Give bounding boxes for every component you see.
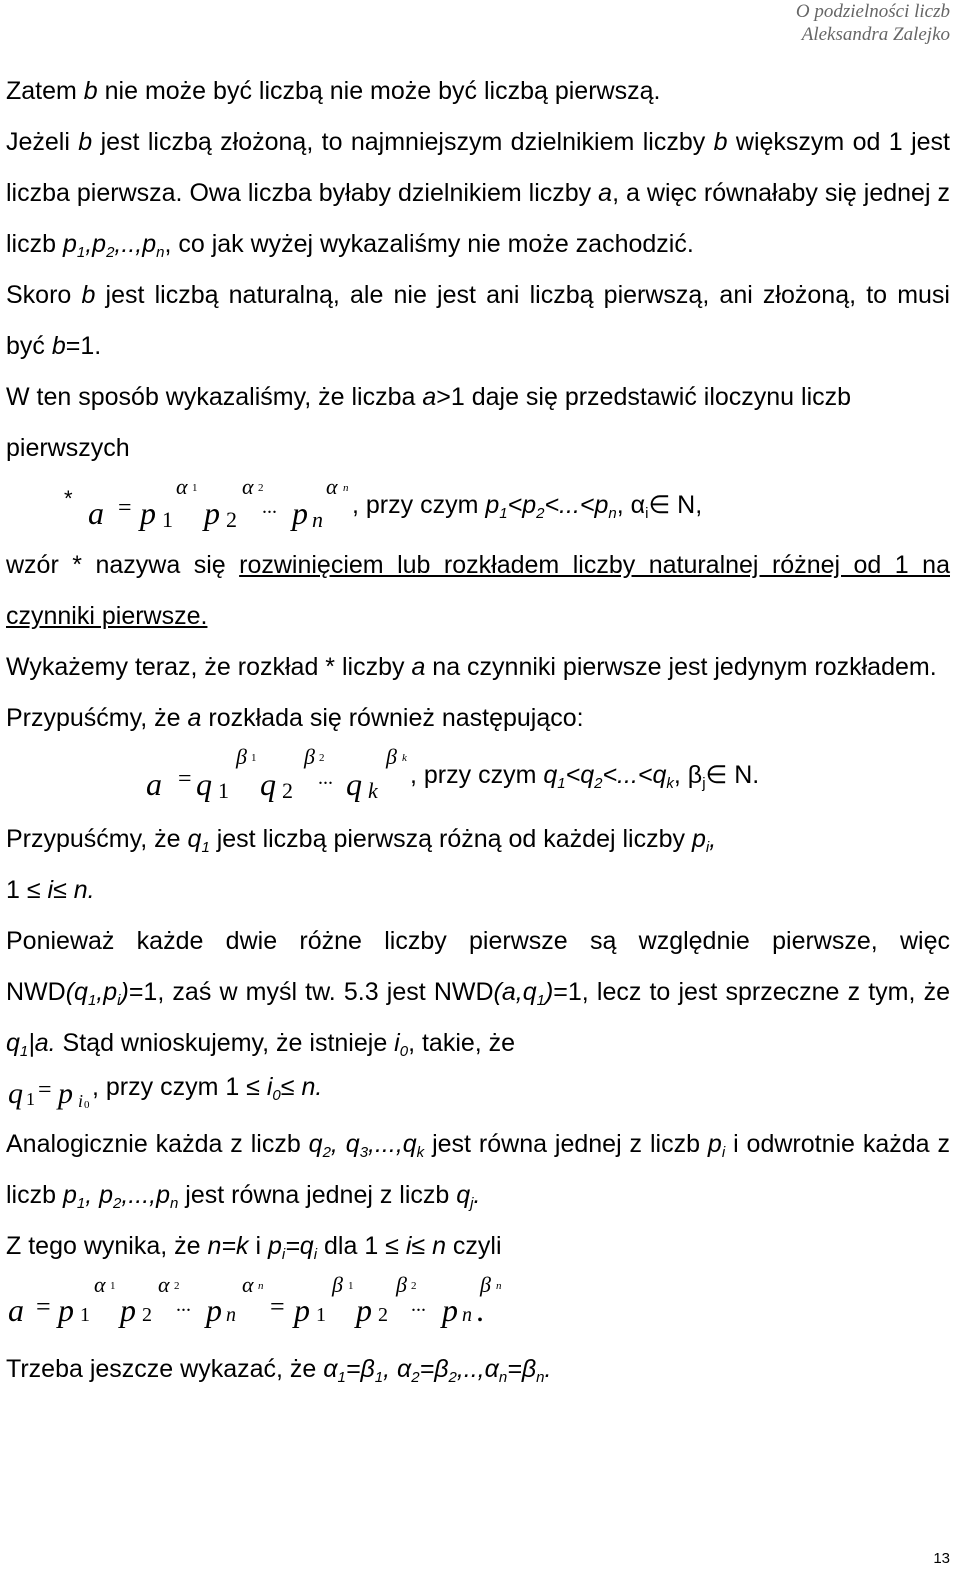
page-header (796, 0, 950, 46)
paragraph-5: wzór * nazywa się rozwinięciem lub rozkładem liczby naturalnej różnej od 1 na czynniki pierwsze. (6, 551, 950, 630)
formula-star-condition: , przy czym $p_1<p_2<...<p_n$, $\alpha_i\in$ N, (352, 491, 703, 522)
paragraph-1: Zatem b nie może być liczbą nie może być liczbą pierwszą. (6, 77, 661, 105)
paragraph-12: Trzeba jeszcze wykazać, że $\alpha_1=\beta_1$, $\alpha_2=\beta_2,..,\alpha_n=\beta_n$. (6, 1355, 552, 1386)
formula-star: * a = p 1 α 1 p 2 α 2 ... p n α n , przy czym $p_1<p_2<...<p_n$, $\alpha_i\in$ N, (64, 474, 703, 532)
paragraph-7: Przypuśćmy, że a rozkłada się również następująco: (6, 704, 584, 732)
header-author: Aleksandra Zalejko (801, 24, 950, 45)
formula-equality-of-factorizations: a = p 1 α 1 p 2 α 2 ... p n α n = p 1 β 1 p 2 β 2 ... p n β n . (8, 1272, 502, 1328)
paragraph-4: W ten sposób wykazaliśmy, że liczba a>1 daje się przedstawić iloczynu liczb pierwszych (6, 383, 852, 462)
definition-term: rozwinięciem lub rozkładem liczby naturalnej różnej od 1 na czynniki pierwsze. (6, 551, 950, 630)
formula-alt-condition: , przy czym $q_1<q_2<...<q_k$, $\beta_j\in$ N. (410, 761, 760, 792)
paragraph-3: Skoro b jest liczbą naturalną, ale nie jest ani liczbą pierwszą, ani złożoną, to musi być b=1. (6, 281, 950, 360)
paragraph-9: Ponieważ każde dwie różne liczby pierwsze są względnie pierwsze, więc $NWD(q_1,p_i)=1$, zaś w myśl tw. 5.3 jest $NWD(a,q_1)=1$, lecz to jest sprzeczne z tym, że $q_1|a$. Stąd wnioskujemy, że istnieje $i_0$, takie, że (6, 927, 950, 1060)
star-marker: * (64, 486, 73, 511)
formula-q1-condition: , przy czym $1 \le i_0\le n$. (92, 1073, 323, 1104)
page-number: 13 (933, 1550, 950, 1567)
document-body (6, 66, 950, 1395)
paragraph-6: Wykażemy teraz, że rozkład * liczby a na czynniki pierwsze jest jedynym rozkładem. (6, 653, 937, 681)
paragraph-10: Analogicznie każda z liczb $q_2$, $q_3,...,q_k$ jest równa jednej z liczb $p_i$ i odwrotnie każda z liczb $p_1$, $p_2,...,p_n$ jest równa jednej z liczb $q_j$. (6, 1130, 951, 1212)
paragraph-11: Z tego wynika, że n=k i $p_i=q_i$ dla 1 ≤ i≤ n czyli (6, 1232, 502, 1263)
formula-alt-factorization: a = q 1 β 1 q 2 β 2 ... q k β k , przy czym $q_1<q_2<...<q_k$, $\beta_j\in$ N. (146, 744, 760, 803)
paragraph-8: Przypuśćmy, że $q_1$ jest liczbą pierwszą różną od każdej liczby $p_i$, 1 ≤ i≤ n. (6, 825, 717, 904)
header-title: O podzielności liczb (795, 1, 950, 22)
formula-q1-equals-pi0: q 1 = p i 0 , przy czym $1 \le i_0\le n$. (8, 1073, 323, 1111)
paragraph-2: Jeżeli b jest liczbą złożoną, to najmniejszym dzielnikiem liczby b większym od 1 jest liczba pierwsza. Owa liczba byłaby dzielnikiem liczby a, a więc równałaby się jednej z liczb $p_1,p_2,..,p_n$, co jak wyżej wykazaliśmy nie może zachodzić. (6, 128, 950, 261)
